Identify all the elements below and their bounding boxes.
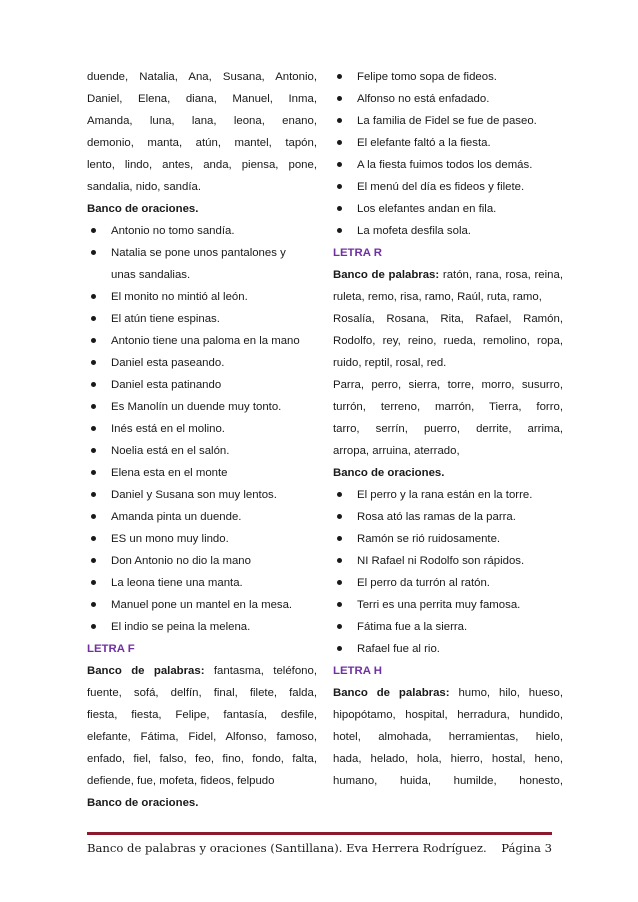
text-line: defiende, fue, mofeta, fideos, felpudo (87, 775, 275, 787)
subheading: Banco de oraciones. (333, 467, 445, 479)
bullet-text: Elena esta en el monte (111, 467, 228, 479)
bullet-text: Terri es una perrita muy famosa. (357, 599, 521, 611)
word-bank-first-line (333, 682, 563, 704)
bullet-text: Ramón se rió ruidosamente. (357, 533, 501, 545)
text-line: elefante, Fátima, Fidel, Alfonso, famoso, (87, 731, 317, 743)
bullet-icon (337, 228, 342, 233)
bullet-text: El perro y la rana están en la torre. (357, 489, 533, 501)
bullet-item (333, 88, 563, 110)
word-bank-first-line (333, 264, 563, 286)
bullet-item (87, 572, 317, 594)
word-bank-label: Banco de palabras: (333, 687, 450, 699)
bullet-text: Los elefantes andan en fila. (357, 203, 497, 215)
bullet-text: Antonio tiene una paloma en la mano (111, 335, 300, 347)
bullet-icon (337, 206, 342, 211)
bullet-icon (91, 360, 96, 365)
bullet-text: Daniel y Susana son muy lentos. (111, 489, 277, 501)
footer-rule (87, 832, 552, 835)
bullet-item (333, 220, 563, 242)
bullet-text: Noelia está en el salón. (111, 445, 230, 457)
bullet-text: La leona tiene una manta. (111, 577, 243, 589)
word-bank-label: Banco de palabras: (87, 665, 205, 677)
bullet-text: Rosa ató las ramas de la parra. (357, 511, 516, 523)
bullet-text: Es Manolín un duende muy tonto. (111, 401, 282, 413)
bullet-icon (337, 492, 342, 497)
left-column (87, 66, 317, 814)
bullet-item (87, 594, 317, 616)
bullet-item (87, 528, 317, 550)
bullet-item (333, 110, 563, 132)
bullet-item (333, 550, 563, 572)
text-line: lento, lindo, antes, anda, piensa, pone, (87, 159, 317, 171)
word-bank-first-line (87, 660, 317, 682)
word-bank-text: humo, hilo, hueso, (449, 687, 563, 699)
text-line: arropa, arruina, aterrado, (333, 445, 460, 457)
bullet-text: La mofeta desfila sola. (357, 225, 471, 237)
bullet-item (333, 198, 563, 220)
bullet-text: Felipe tomo sopa de fideos. (357, 71, 497, 83)
bullet-icon (91, 448, 96, 453)
bullet-item (333, 594, 563, 616)
bullet-text: NI Rafael ni Rodolfo son rápidos. (357, 555, 525, 567)
bullet-text: Natalia se pone unos pantalones y (111, 247, 286, 259)
bullet-icon (337, 184, 342, 189)
bullet-item (333, 176, 563, 198)
text-line: duende, Natalia, Ana, Susana, Antonio, (87, 71, 317, 83)
bullet-text: Alfonso no está enfadado. (357, 93, 490, 105)
bullet-icon (91, 426, 96, 431)
subheading: Banco de oraciones. (87, 797, 199, 809)
text-line: turrón, terreno, marrón, Tierra, forro, (333, 401, 563, 413)
word-bank-text: fantasma, teléfono, (204, 665, 317, 677)
right-column (333, 66, 563, 792)
bullet-item (87, 506, 317, 528)
text-line: ruleta, remo, risa, ramo, Raúl, ruta, ramo, (333, 291, 542, 303)
bullet-icon (337, 646, 342, 651)
text-line: ruido, reptil, rosal, red. (333, 357, 447, 369)
bullet-text: Daniel esta paseando. (111, 357, 225, 369)
text-line: sandalia, nido, sandía. (87, 181, 201, 193)
bullet-item (87, 374, 317, 396)
bullet-item (87, 308, 317, 330)
bullet-text: Antonio no tomo sandía. (111, 225, 235, 237)
bullet-icon (91, 338, 96, 343)
word-bank-text: ratón, rana, rosa, reina, (439, 269, 563, 281)
bullet-text: Inés está en el molino. (111, 423, 225, 435)
bullet-text: Rafael fue al rio. (357, 643, 440, 655)
bullet-icon (91, 294, 96, 299)
text-line: fiesta, fiesta, Felipe, fantasía, desfile, (87, 709, 317, 721)
text-line: hipopótamo, hospital, herradura, hundido, (333, 709, 563, 721)
bullet-text: El perro da turrón al ratón. (357, 577, 490, 589)
bullet-icon (91, 250, 96, 255)
bullet-text: A la fiesta fuimos todos los demás. (357, 159, 533, 171)
bullet-item (333, 132, 563, 154)
bullet-item (87, 462, 317, 484)
footer-left-text: Banco de palabras y oraciones (Santillana). Eva Herrera Rodríguez. (87, 841, 487, 855)
bullet-icon (337, 162, 342, 167)
bullet-item (333, 528, 563, 550)
bullet-icon (337, 118, 342, 123)
text-line: humano, huida, humilde, honesto, (333, 775, 563, 787)
bullet-icon (91, 624, 96, 629)
section-heading: LETRA F (87, 643, 135, 655)
text-line: enfado, fiel, falso, feo, fino, fondo, falta, (87, 753, 317, 765)
text-line: tarro, serrín, puerro, derrite, arrima, (333, 423, 563, 435)
bullet-continuation: unas sandalias. (111, 269, 191, 281)
bullet-icon (91, 228, 96, 233)
text-line: demonio, manta, atún, mantel, tapón, (87, 137, 317, 149)
bullet-icon (91, 404, 96, 409)
bullet-item (333, 506, 563, 528)
bullet-icon (91, 580, 96, 585)
text-line: Amanda, luna, lana, leona, enano, (87, 115, 317, 127)
bullet-item (87, 616, 317, 638)
bullet-icon (337, 96, 342, 101)
text-line: hada, helado, hola, hierro, hostal, heno, (333, 753, 563, 765)
bullet-icon (91, 536, 96, 541)
text-line: Rosalía, Rosana, Rita, Rafael, Ramón, (333, 313, 563, 325)
bullet-item (333, 638, 563, 660)
bullet-icon (91, 470, 96, 475)
page-number: Página 3 (501, 841, 552, 855)
bullet-icon (91, 316, 96, 321)
bullet-item (87, 550, 317, 572)
section-heading: LETRA R (333, 247, 382, 259)
bullet-item (87, 220, 317, 242)
bullet-text: Amanda pinta un duende. (111, 511, 242, 523)
bullet-text: El monito no mintió al león. (111, 291, 248, 303)
bullet-item (333, 572, 563, 594)
bullet-item (87, 242, 317, 264)
bullet-icon (91, 514, 96, 519)
bullet-icon (337, 74, 342, 79)
bullet-item (87, 330, 317, 352)
bullet-text: Daniel esta patinando (111, 379, 222, 391)
bullet-item (87, 352, 317, 374)
bullet-text: El menú del día es fideos y filete. (357, 181, 525, 193)
bullet-icon (91, 382, 96, 387)
bullet-item (87, 396, 317, 418)
bullet-text: El indio se peina la melena. (111, 621, 251, 633)
bullet-icon (337, 624, 342, 629)
bullet-icon (91, 602, 96, 607)
bullet-icon (337, 536, 342, 541)
bullet-text: El elefante faltó a la fiesta. (357, 137, 491, 149)
bullet-icon (337, 580, 342, 585)
bullet-text: La familia de Fidel se fue de paseo. (357, 115, 537, 127)
bullet-icon (337, 558, 342, 563)
text-line: hotel, almohada, herramientas, hielo, (333, 731, 563, 743)
bullet-item (333, 484, 563, 506)
text-line: Rodolfo, rey, reino, rueda, remolino, ropa, (333, 335, 563, 347)
bullet-icon (337, 602, 342, 607)
text-line: Parra, perro, sierra, torre, morro, susurro, (333, 379, 563, 391)
word-bank-label: Banco de palabras: (333, 269, 440, 281)
section-heading: LETRA H (333, 665, 382, 677)
text-line: fuente, sofá, delfín, final, filete, falda, (87, 687, 317, 699)
bullet-item (333, 66, 563, 88)
bullet-item (87, 418, 317, 440)
bullet-text: Manuel pone un mantel en la mesa. (111, 599, 293, 611)
bullet-item (87, 440, 317, 462)
bullet-text: El atún tiene espinas. (111, 313, 220, 325)
bullet-icon (91, 558, 96, 563)
bullet-item (87, 286, 317, 308)
bullet-icon (337, 140, 342, 145)
bullet-item (87, 484, 317, 506)
bullet-item (333, 154, 563, 176)
bullet-text: Don Antonio no dio la mano (111, 555, 251, 567)
bullet-text: ES un mono muy lindo. (111, 533, 229, 545)
bullet-text: Fátima fue a la sierra. (357, 621, 468, 633)
bullet-item (333, 616, 563, 638)
subheading: Banco de oraciones. (87, 203, 199, 215)
text-line: Daniel, Elena, diana, Manuel, Inma, (87, 93, 317, 105)
bullet-icon (337, 514, 342, 519)
bullet-icon (91, 492, 96, 497)
